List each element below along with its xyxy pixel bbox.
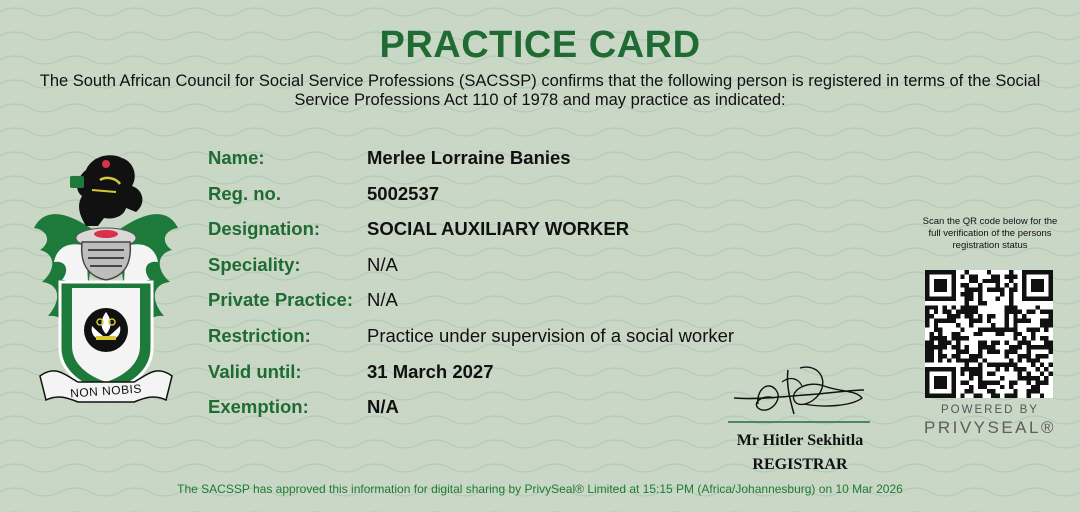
motto-scroll-text: NON NOBIS <box>69 381 143 401</box>
signatory-role: REGISTRAR <box>752 456 848 473</box>
card-title: PRACTICE CARD <box>379 24 701 66</box>
privyseal-logo: PRIVYSEAL® <box>923 418 1056 437</box>
field-label: Designation: <box>208 218 321 240</box>
qr-scan-note: Scan the QR code below for the full verification of the persons registration status <box>922 216 1058 251</box>
powered-by-label: POWERED BY <box>941 404 1039 416</box>
field-value: Practice under supervision of a social worker <box>367 324 735 346</box>
field-label: Reg. no. <box>208 182 281 204</box>
field-label: Speciality: <box>208 253 301 275</box>
signatory-name: Mr Hitler Sekhitla <box>736 432 864 449</box>
field-label: Restriction: <box>208 324 311 346</box>
field-value: N/A <box>367 253 398 275</box>
field-label: Name: <box>208 147 265 168</box>
footer-note: The SACSSP has approved this information for digital sharing by PrivySeal® Limited at 15:15 PM (Africa/Johannesburg) on 10 Mar 2026 <box>177 482 903 496</box>
field-value: SOCIAL AUXILIARY WORKER <box>367 218 630 240</box>
field-label: Private Practice: <box>208 289 354 311</box>
field-value: N/A <box>367 289 398 311</box>
field-value: Merlee Lorraine Banies <box>367 147 571 168</box>
sacssp-crest-logo <box>26 150 186 412</box>
field-label: Valid until: <box>208 360 302 382</box>
field-value: 31 March 2027 <box>367 360 494 382</box>
intro-statement: The South African Council for Social Service Professions (SACSSP) confirms that the following person is registered in terms of the Social Service Professions Act 110 of 1978 and may practice as indicated: <box>39 72 1041 109</box>
field-value: 5002537 <box>367 182 440 204</box>
field-value: N/A <box>367 396 399 418</box>
field-label: Exemption: <box>208 396 309 418</box>
registrar-signature <box>728 360 870 424</box>
verification-qr-code[interactable] <box>925 270 1053 398</box>
